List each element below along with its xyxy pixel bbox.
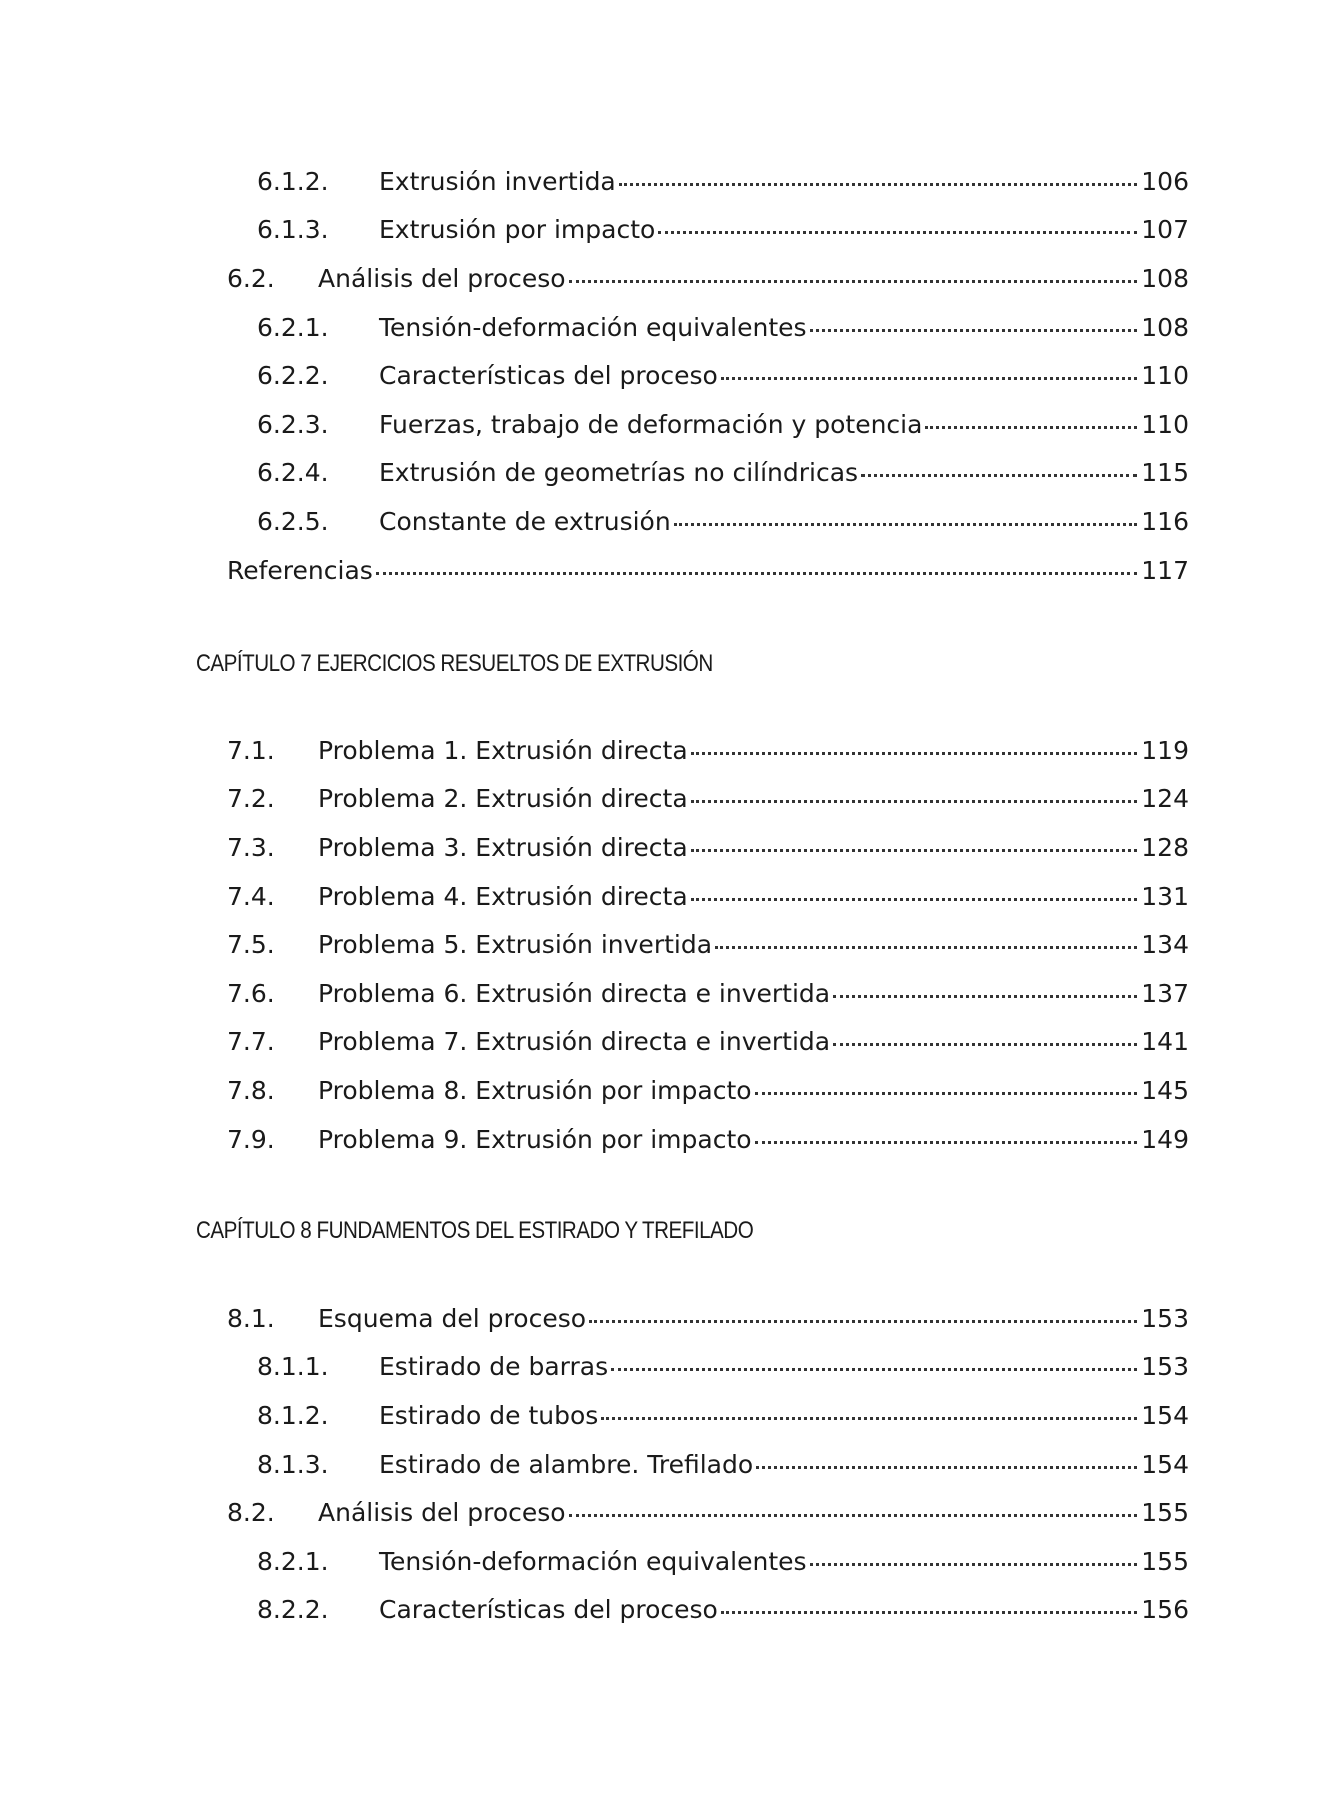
toc-entry[interactable] [0,1391,1339,1440]
toc-entry-line [227,555,1189,585]
dot-leader [756,1466,1137,1469]
toc-entry-line [379,166,1189,196]
toc-entry-title: Extrusión por impacto [379,215,656,245]
toc-entry-line [379,1352,1189,1382]
toc-entry-title: Extrusión de geometrías no cilíndricas [379,458,859,488]
dot-leader [569,1514,1138,1517]
toc-entry-title: Extrusión invertida [379,166,616,196]
toc-entry-number: 6.2.4. [257,458,329,488]
toc-entry-page: 108 [1141,312,1189,342]
dot-leader [611,1368,1137,1371]
toc-entry-title: Características del proceso [379,1595,718,1625]
toc-entry-line [318,978,1189,1008]
dot-leader [691,800,1138,803]
toc-entry[interactable] [0,546,1339,595]
toc-entry-line [318,1303,1189,1333]
dot-leader [755,1092,1138,1095]
toc-entry-line [318,881,1189,911]
dot-leader [691,752,1138,755]
toc-entry-line [318,930,1189,960]
dot-leader [619,183,1138,186]
dot-leader [833,995,1137,998]
toc-entry-line [318,735,1189,765]
toc-entry-number: 7.1. [227,735,275,765]
toc-entry-page: 156 [1141,1595,1189,1625]
toc-entry-title: Características del proceso [379,361,718,391]
toc-entry-line [318,1124,1189,1154]
toc-entry-page: 128 [1141,832,1189,862]
toc-entry-title: Análisis del proceso [318,1498,566,1528]
toc-entry-page: 153 [1141,1303,1189,1333]
toc-entry-number: 6.1.3. [257,215,329,245]
toc-entry-line [379,458,1189,488]
toc-entry[interactable] [0,351,1339,400]
toc-entry-line [379,1546,1189,1576]
toc-entry-number: 8.1. [227,1303,275,1333]
dot-leader [601,1417,1137,1420]
dot-leader [691,898,1138,901]
toc-entry-number: 7.7. [227,1027,275,1057]
toc-entry-line [379,312,1189,342]
dot-leader [658,231,1137,234]
toc-entry-title: Tensión-deformación equivalentes [379,1546,807,1576]
toc-entry-title: Análisis del proceso [318,263,566,293]
toc-entry-title: Problema 1. Extrusión directa [318,735,688,765]
toc-entry[interactable] [0,1115,1339,1164]
toc-entry-page: 155 [1141,1498,1189,1528]
toc-entry-line [318,263,1189,293]
toc-entry-number: 6.1.2. [257,166,329,196]
toc-entry-title: Fuerzas, trabajo de deformación y potencia [379,409,923,439]
toc-entry-title: Esquema del proceso [318,1303,587,1333]
toc-entry-number: 7.8. [227,1075,275,1105]
toc-entry-number: 6.2. [227,263,275,293]
dot-leader [691,849,1138,852]
toc-entry-number: 8.1.1. [257,1352,329,1382]
toc-entry-number: 6.2.2. [257,361,329,391]
toc-entry-line [379,409,1189,439]
toc-entry-number: 8.2.2. [257,1595,329,1625]
toc-entry-number: 8.2.1. [257,1546,329,1576]
dot-leader [861,474,1137,477]
toc-entry-page: 115 [1141,458,1189,488]
toc-entry-page: 107 [1141,215,1189,245]
toc-entry-title: Referencias [227,555,373,585]
toc-entry[interactable] [0,920,1339,969]
toc-entry-title: Problema 8. Extrusión por impacto [318,1075,752,1105]
toc-entry[interactable] [0,157,1339,206]
dot-leader [721,377,1137,380]
toc-entry-line [318,832,1189,862]
toc-entry-page: 141 [1141,1027,1189,1057]
toc-entry[interactable] [0,1018,1339,1067]
toc-entry-line [379,361,1189,391]
dot-leader [376,572,1137,575]
toc-entry[interactable] [0,449,1339,498]
toc-entry-page: 108 [1141,263,1189,293]
toc-entry[interactable] [0,400,1339,449]
toc-entry-line [379,1595,1189,1625]
toc-entry[interactable] [0,1343,1339,1392]
toc-entry-line [379,506,1189,536]
toc-entry-page: 131 [1141,881,1189,911]
toc-entry-page: 134 [1141,930,1189,960]
toc-entry-line [318,1498,1189,1528]
toc-entry-title: Problema 3. Extrusión directa [318,832,688,862]
toc-entry-page: 110 [1141,361,1189,391]
toc-entry-page: 124 [1141,784,1189,814]
toc-entry-line [318,784,1189,814]
chapter-7-heading: CAPÍTULO 7 EJERCICIOS RESUELTOS DE EXTRUSIÓN [196,650,713,677]
toc-entry-line [318,1075,1189,1105]
toc-entry-title: Problema 5. Extrusión invertida [318,930,713,960]
toc-entry-page: 106 [1141,166,1189,196]
toc-entry-number: 6.2.5. [257,506,329,536]
toc-chapter-8 [0,1294,1339,1634]
toc-entry-page: 119 [1141,735,1189,765]
toc-entry[interactable] [0,254,1339,303]
toc-entry-title: Estirado de barras [379,1352,609,1382]
toc-section-6 [0,157,1339,594]
dot-leader [810,329,1138,332]
toc-entry-number: 7.2. [227,784,275,814]
toc-entry-title: Tensión-deformación equivalentes [379,312,807,342]
toc-entry-number: 7.6. [227,978,275,1008]
toc-entry-page: 154 [1141,1449,1189,1479]
dot-leader [589,1320,1137,1323]
dot-leader [833,1043,1137,1046]
toc-entry-title: Constante de extrusión [379,506,671,536]
dot-leader [810,1563,1138,1566]
toc-entry-title: Estirado de tubos [379,1400,599,1430]
toc-entry-title: Problema 4. Extrusión directa [318,881,688,911]
chapter-8-heading: CAPÍTULO 8 FUNDAMENTOS DEL ESTIRADO Y TREFILADO [196,1217,754,1244]
toc-entry-number: 7.4. [227,881,275,911]
dot-leader [755,1141,1138,1144]
toc-entry[interactable] [0,872,1339,921]
toc-entry[interactable] [0,969,1339,1018]
toc-entry-page: 149 [1141,1124,1189,1154]
toc-entry-line [379,215,1189,245]
toc-entry-page: 153 [1141,1352,1189,1382]
toc-entry[interactable] [0,775,1339,824]
toc-entry[interactable] [0,1440,1339,1489]
toc-entry[interactable] [0,1586,1339,1635]
toc-entry-line [379,1400,1189,1430]
toc-entry-title: Problema 9. Extrusión por impacto [318,1124,752,1154]
toc-entry[interactable] [0,497,1339,546]
toc-entry-title: Problema 7. Extrusión directa e invertida [318,1027,831,1057]
toc-entry-page: 116 [1141,506,1189,536]
toc-entry-page: 155 [1141,1546,1189,1576]
toc-entry-page: 117 [1141,555,1189,585]
toc-entry-page: 145 [1141,1075,1189,1105]
dot-leader [721,1611,1137,1614]
toc-entry[interactable] [0,1294,1339,1343]
dot-leader [569,280,1138,283]
toc-entry-title: Problema 6. Extrusión directa e invertida [318,978,831,1008]
toc-entry-number: 8.1.3. [257,1449,329,1479]
toc-entry-page: 154 [1141,1400,1189,1430]
toc-entry-number: 7.9. [227,1124,275,1154]
toc-entry[interactable] [0,726,1339,775]
toc-entry[interactable] [0,1488,1339,1537]
toc-entry-number: 6.2.1. [257,312,329,342]
toc-entry-number: 7.3. [227,832,275,862]
toc-entry-number: 7.5. [227,930,275,960]
toc-entry-line [379,1449,1189,1479]
toc-entry[interactable] [0,1066,1339,1115]
toc-entry-line [318,1027,1189,1057]
toc-entry[interactable] [0,303,1339,352]
dot-leader [674,523,1138,526]
toc-entry[interactable] [0,1537,1339,1586]
toc-entry-page: 110 [1141,409,1189,439]
dot-leader [715,946,1137,949]
toc-entry[interactable] [0,823,1339,872]
toc-entry-number: 6.2.3. [257,409,329,439]
toc-entry-title: Problema 2. Extrusión directa [318,784,688,814]
toc-entry[interactable] [0,206,1339,255]
toc-chapter-7 [0,726,1339,1163]
toc-entry-number: 8.1.2. [257,1400,329,1430]
toc-entry-page: 137 [1141,978,1189,1008]
toc-entry-number: 8.2. [227,1498,275,1528]
toc-entry-title: Estirado de alambre. Trefilado [379,1449,754,1479]
dot-leader [925,426,1137,429]
